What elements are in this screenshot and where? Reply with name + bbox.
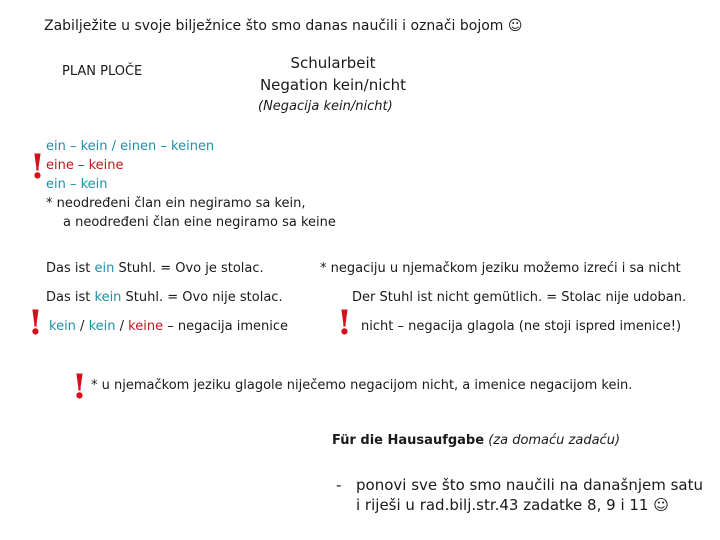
neg-label: – negacija imenice xyxy=(163,319,289,334)
example-kein-word: kein xyxy=(94,290,122,305)
example-ein-word: ein xyxy=(94,261,115,276)
nicht-explanation: nicht – negacija glagola (ne stoji ispred imenice!) xyxy=(361,319,682,334)
homework-title xyxy=(332,433,620,448)
homework-dash: - xyxy=(336,476,342,494)
neg-sep-2: / xyxy=(115,319,129,334)
homework-title-hr: (za domaću zadaću) xyxy=(484,433,621,448)
title-line2: Negation kein/nicht xyxy=(259,76,407,94)
homework-line-1: ponovi sve što smo naučili na današnjem satu xyxy=(356,476,703,494)
noun-negation-line xyxy=(49,319,288,334)
neg-kein-1: kein xyxy=(49,319,76,334)
exclamation-mark-3: ! xyxy=(337,303,352,343)
homework-title-de: Für die Hausaufgabe xyxy=(332,433,485,448)
nicht-note: * negaciju u njemačkom jeziku možemo izreći i sa nicht xyxy=(320,261,681,276)
exclamation-mark-1: ! xyxy=(30,147,45,187)
plan-label: PLAN PLOČE xyxy=(62,64,143,79)
subtitle: (Negacija kein/nicht) xyxy=(258,99,393,114)
example-ein-pre: Das ist xyxy=(46,261,95,276)
nicht-example: Der Stuhl ist nicht gemütlich. = Stolac nije udoban. xyxy=(352,290,687,305)
neg-keine: keine xyxy=(128,319,164,334)
title-line1: Schularbeit xyxy=(290,54,376,72)
summary-text: * u njemačkom jeziku glagole niječemo negacijom nicht, a imenice negacijom kein. xyxy=(91,378,633,393)
kein-line-3: ein – kein xyxy=(46,177,108,192)
kein-note-2: a neodređeni član eine negiramo sa keine xyxy=(63,215,336,230)
example-ein xyxy=(46,261,264,276)
homework-line-2: i riješi u rad.bilj.str.43 zadatke 8, 9 i 11 ☺ xyxy=(356,496,669,514)
neg-sep-1: / xyxy=(75,319,89,334)
neg-kein-2: kein xyxy=(88,319,116,334)
instruction-text: Zabilježite u svoje bilježnice što smo danas naučili i označi bojom ☺ xyxy=(44,18,523,34)
kein-line-2: eine – keine xyxy=(46,158,124,173)
exclamation-mark-4: ! xyxy=(72,367,87,407)
kein-line-1: ein – kein / einen – keinen xyxy=(46,139,215,154)
example-kein xyxy=(46,290,283,305)
kein-note-1: * neodređeni član ein negiramo sa kein, xyxy=(46,196,306,211)
exclamation-mark-2: ! xyxy=(28,303,43,343)
example-kein-pre: Das ist xyxy=(46,290,95,305)
example-ein-post: Stuhl. = Ovo je stolac. xyxy=(114,261,264,276)
example-kein-post: Stuhl. = Ovo nije stolac. xyxy=(121,290,283,305)
